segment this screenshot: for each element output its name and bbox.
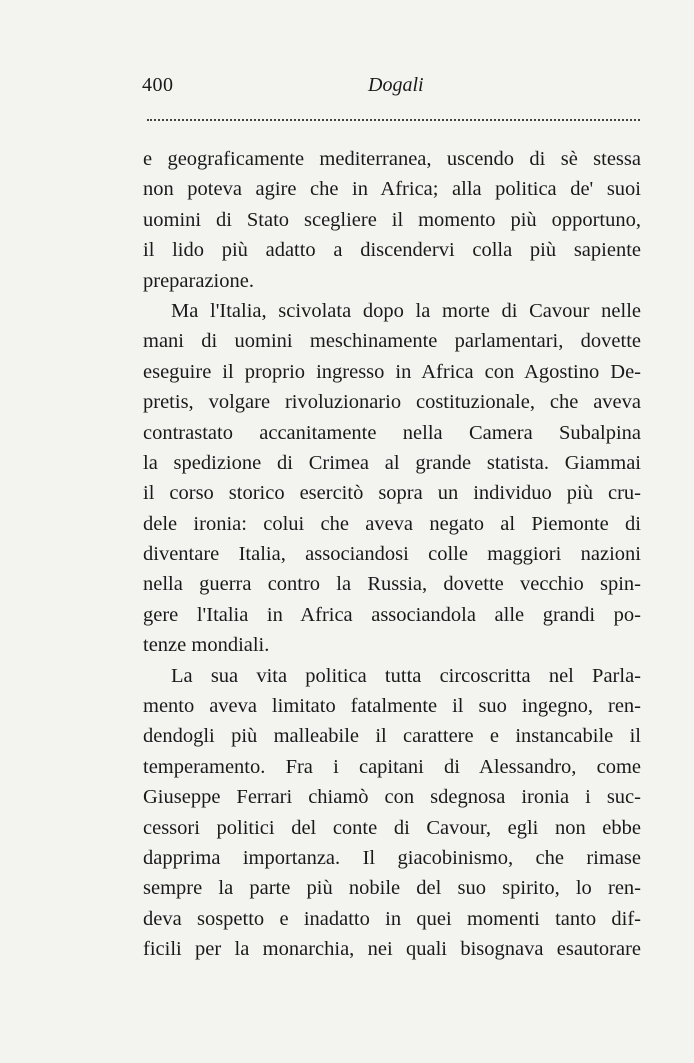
- text-line: preparazione.: [143, 269, 254, 292]
- text-line: il corso storico esercitò sopra un individuo più cru-: [143, 482, 641, 505]
- text-line: gere l'Italia in Africa associandola alle grandi po-: [143, 603, 641, 626]
- body-text: [143, 144, 641, 965]
- text-line: temperamento. Fra i capitani di Alessandro, come: [143, 755, 641, 778]
- text-line: mento aveva limitato fatalmente il suo ingegno, ren-: [143, 695, 641, 718]
- text-line: la spedizione di Crimea al grande statista. Giammai: [143, 451, 641, 474]
- text-line: non poteva agire che in Africa; alla politica de' suoi: [143, 178, 641, 201]
- text-line: ficili per la monarchia, nei quali bisognava esautorare: [143, 938, 641, 961]
- text-line: cessori politici del conte di Cavour, egli non ebbe: [143, 816, 641, 839]
- text-line: deva sospetto e inadatto in quei momenti tanto dif-: [143, 907, 641, 930]
- text-line: pretis, volgare rivoluzionario costituzionale, che aveva: [143, 391, 641, 414]
- text-line: sempre la parte più nobile del suo spirito, lo ren-: [143, 877, 641, 900]
- running-head: [142, 74, 642, 104]
- running-title: Dogali: [368, 74, 424, 96]
- paragraph: [143, 144, 641, 296]
- text-line: contrastato accanitamente nella Camera Subalpina: [143, 421, 641, 444]
- header-rule: [147, 119, 640, 121]
- text-line: Ma l'Italia, scivolata dopo la morte di Cavour nelle: [171, 299, 641, 322]
- text-line: Giuseppe Ferrari chiamò con sdegnosa ironia i suc-: [143, 786, 641, 809]
- text-line: uomini di Stato scegliere il momento più opportuno,: [143, 208, 641, 231]
- text-line: dapprima importanza. Il giacobinismo, che rimase: [143, 846, 641, 869]
- text-line: eseguire il proprio ingresso in Africa con Agostino De-: [143, 360, 641, 383]
- text-line: dendogli più malleabile il carattere e instancabile il: [143, 725, 641, 748]
- text-line: dele ironia: colui che aveva negato al Piemonte di: [143, 512, 641, 535]
- text-line: diventare Italia, associandosi colle maggiori nazioni: [143, 543, 641, 566]
- text-line: e geograficamente mediterranea, uscendo di sè stessa: [143, 148, 641, 170]
- text-line: nella guerra contro la Russia, dovette vecchio spin-: [143, 573, 641, 596]
- page-number: 400: [142, 74, 174, 96]
- text-line: mani di uomini meschinamente parlamentari, dovette: [143, 330, 641, 353]
- text-line: il lido più adatto a discendervi colla più sapiente: [143, 239, 641, 262]
- text-line: La sua vita politica tutta circoscritta nel Parla-: [171, 664, 641, 687]
- paragraph: [143, 661, 641, 965]
- paragraph: [143, 296, 641, 661]
- text-line: tenze mondiali.: [143, 634, 270, 657]
